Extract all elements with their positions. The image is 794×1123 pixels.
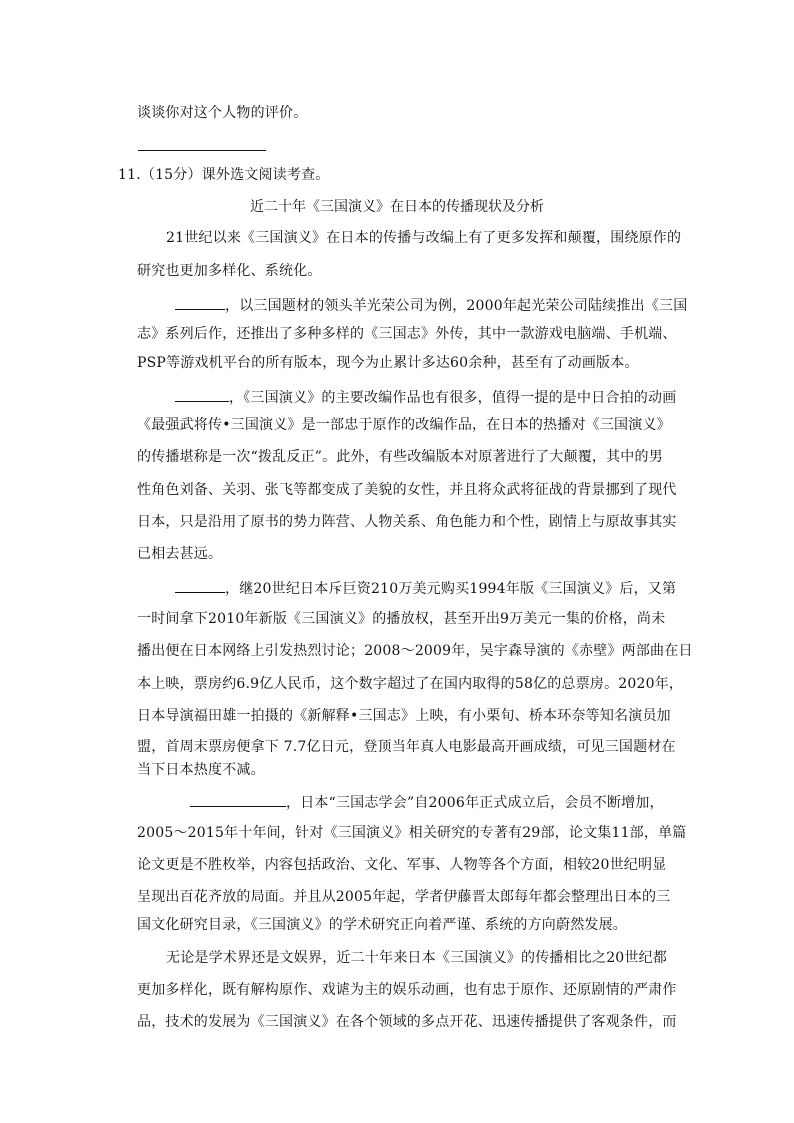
p4-line-2: 一时间拿下2010年新版《三国演义》的播放权，甚至开出9万美元一集的价格，尚未 bbox=[137, 611, 666, 627]
p4-line-4: 本上映，票房约6.9亿人民币，这个数字超过了在国内取得的58亿的总票房。2020年， bbox=[137, 676, 684, 692]
p5-line-3: 论文更是不胜枚举，内容包括政治、文化、军事、人物等各个方面，相较20世纪明显 bbox=[137, 857, 667, 873]
answer-blank-line[interactable] bbox=[138, 150, 266, 151]
p1-line-1: 21世纪以来《三国演义》在日本的传播与改编上有了更多发挥和颠覆，围绕原作的 bbox=[166, 230, 682, 246]
p4-line-3: 播出便在日本网络上引发热烈讨论；2008～2009年，吴宇森导演的《赤壁》两部曲在日 bbox=[137, 643, 693, 659]
p3-line-6: 已相去甚远。 bbox=[137, 546, 223, 562]
p5-line-1 bbox=[190, 792, 710, 812]
p2-line-3: PSP等游戏机平台的所有版本，现今为止累计多达60余种，甚至有了动画版本。 bbox=[137, 355, 639, 371]
p1-line-2: 研究也更加多样化、系统化。 bbox=[137, 263, 322, 279]
p3-line-3: 的传播堪称是一次“拨乱反正”。此外，有些改编版本对原著进行了大颠覆，其中的男 bbox=[137, 449, 663, 465]
p3-line-5: 日本，只是沿用了原书的势力阵营、人物关系、角色能力和个性，剧情上与原故事其实 bbox=[137, 514, 677, 530]
p4-line-5: 日本导演福田雄一拍摄的《新解释•三国志》上映，有小栗旬、桥本环奈等知名演员加 bbox=[137, 708, 671, 724]
fill-in-blank-3[interactable] bbox=[175, 578, 225, 593]
intro-line: 谈谈你对这个人物的评价。 bbox=[137, 105, 308, 121]
p4-line-6: 盟，首周末票房便拿下 7.7亿日元，登顶当年真人电影最高开画成绩，可见三国题材在 bbox=[137, 739, 676, 755]
fill-in-blank-4[interactable] bbox=[190, 792, 286, 807]
p6-line-1: 无论是学术界还是文娱界，近二十年来日本《三国演义》的传播相比之20世纪都 bbox=[166, 950, 668, 966]
p6-line-3: 品，技术的发展为《三国演义》在各个领域的多点开花、迅速传播提供了客观条件，而 bbox=[137, 1014, 677, 1030]
p2-line-2: 志》系列后作，还推出了多种多样的《三国志》外传，其中一款游戏电脑端、手机端、 bbox=[137, 326, 677, 342]
p5-line-2: 2005～2015年十年间，针对《三国演义》相关研究的专著有29部，论文集11部，单篇 bbox=[137, 825, 687, 841]
p3-line-2: 《最强武将传•三国演义》是一部忠于原作的改编作品，在日本的热播对《三国演义》 bbox=[137, 417, 671, 433]
p4-line-1 bbox=[175, 578, 695, 598]
article-title: 近二十年《三国演义》在日本的传播现状及分析 bbox=[250, 199, 544, 215]
p3-line-4: 性角色刘备、关羽、张飞等都变成了美貌的女性，并且将众武将征战的背景挪到了现代 bbox=[137, 482, 677, 498]
fill-in-blank-1[interactable] bbox=[175, 295, 225, 310]
p2-line-1 bbox=[175, 295, 695, 315]
p4-line-7: 当下日本热度不减。 bbox=[137, 762, 265, 778]
p3-line-1-text: ，《三国演义》的主要改编作品也有很多，值得一提的是中日合拍的动画 bbox=[229, 390, 677, 406]
p3-line-1 bbox=[175, 387, 695, 407]
p5-line-1-text: ，日本“三国志学会”自2006年正式成立后，会员不断增加， bbox=[286, 795, 664, 811]
p2-line-1-text: ，以三国题材的领头羊光荣公司为例，2000年起光荣公司陆续推出《三国 bbox=[225, 298, 688, 314]
question-header: 11.（15分）课外选文阅读考查。 bbox=[118, 167, 330, 183]
p5-line-5: 国文化研究目录，《三国演义》的学术研究正向着严谨、系统的方向蔚然发展。 bbox=[137, 917, 627, 933]
p6-line-2: 更加多样化，既有解构原作、戏谑为主的娱乐动画，也有忠于原作、还原剧情的严肃作 bbox=[137, 982, 677, 998]
p4-line-1-text: ，继20世纪日本斥巨资210万美元购买1994年版《三国演义》后，又第 bbox=[225, 581, 677, 597]
p5-line-4: 呈现出百花齐放的局面。并且从2005年起，学者伊藤晋太郎每年都会整理出日本的三 bbox=[137, 889, 671, 905]
fill-in-blank-2[interactable] bbox=[175, 387, 229, 402]
